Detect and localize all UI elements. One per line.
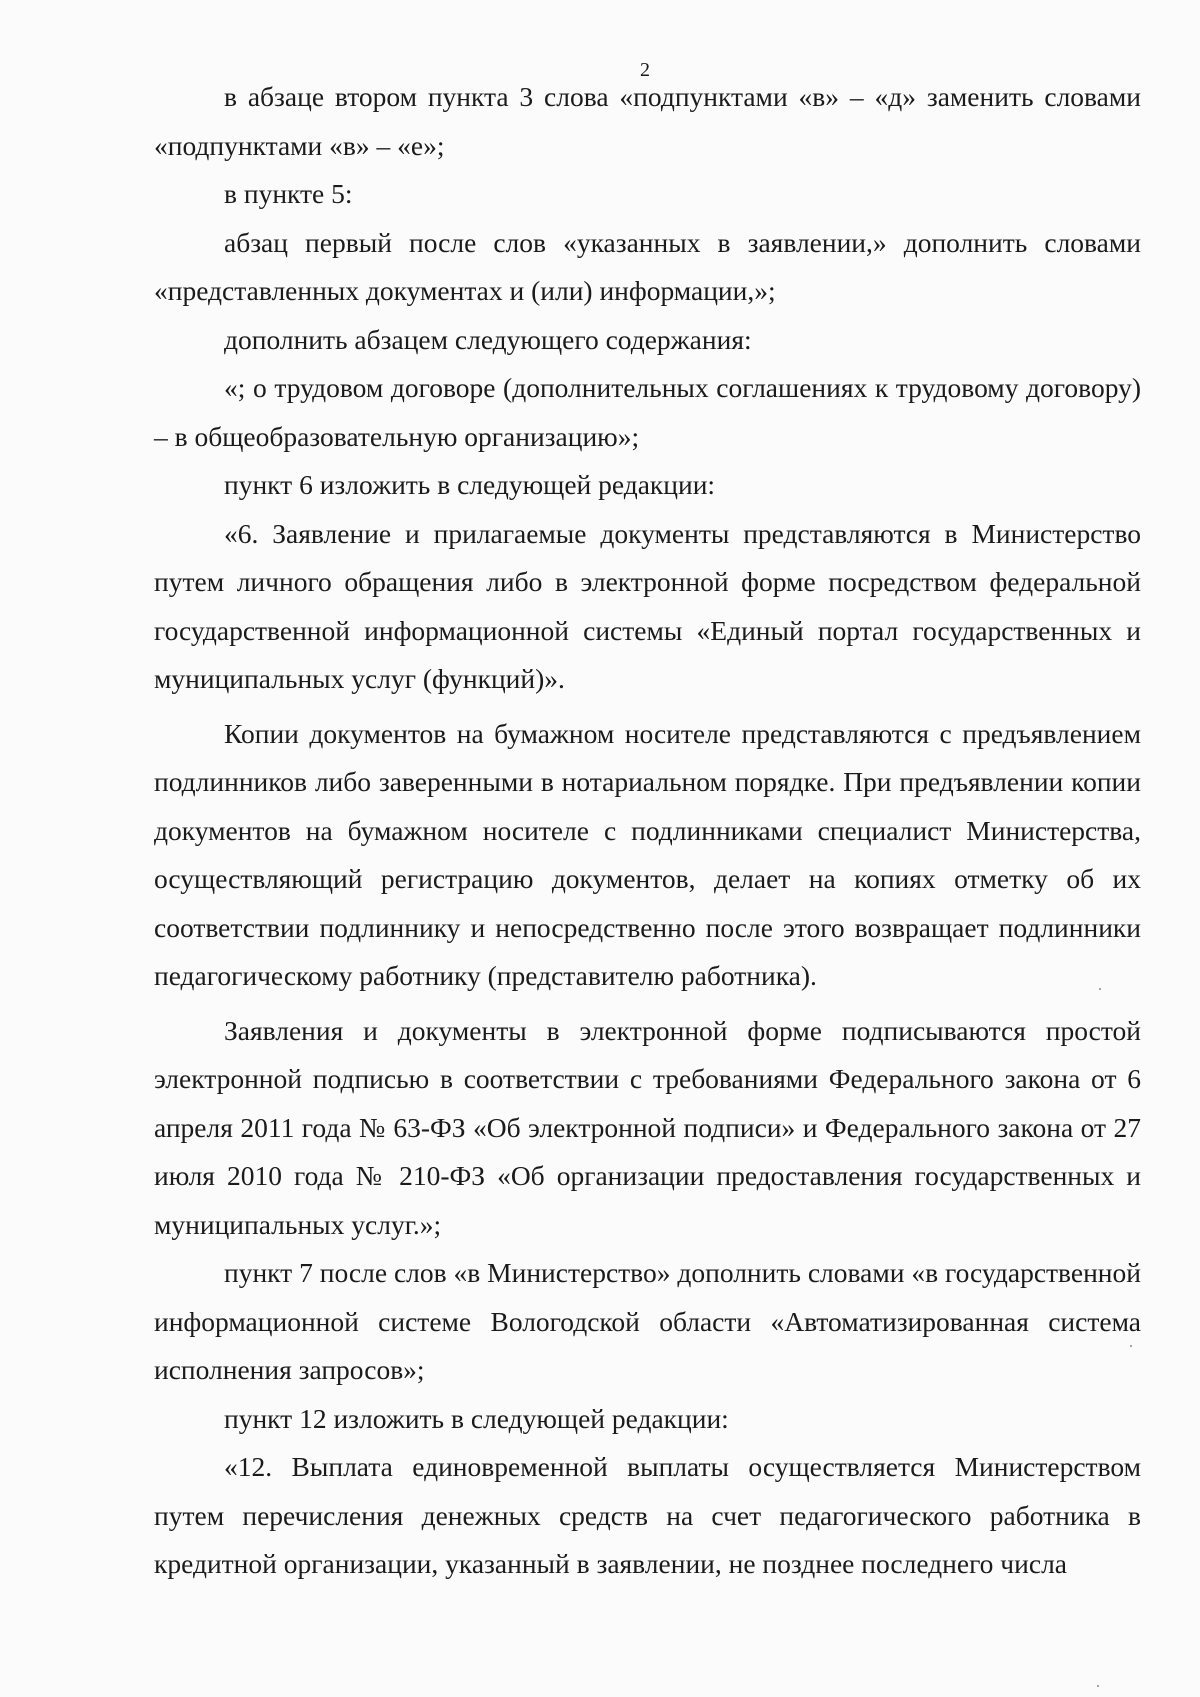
paragraph-7: «6. Заявление и прилагаемые документы представляются в Министерство путем личного обращения либо в электронной форме посредством федеральной государственной информационной системы «Единый портал государственных и муниципальных услуг (функций)». — [154, 517, 1141, 694]
paragraph-10: пункт 7 после слов «в Министерство» дополнить словами «в государственной информационной системе Вологодской области «Автоматизированная система исполнения запросов»; — [154, 1257, 1141, 1385]
paragraph-3: абзац первый после слов «указанных в заявлении,» дополнить словами «представленных документах и (или) информации,»; — [154, 226, 1141, 306]
paragraph-1: в абзаце втором пункта 3 слова «подпунктами «в» – «д» заменить словами «подпунктами «в» – «е»; — [154, 81, 1141, 161]
paragraph-8: Копии документов на бумажном носителе представляются с предъявлением подлинников либо заверенными в нотариальном порядке. При предъявлении копии документов на бумажном носителе с подлинниками специалист Министерства, осуществляющий регистрацию документов, делает на копиях отметку об их соответствии подлиннику и непосредственно после этого возвращает подлинники педагогическому работнику (представителю работника). — [154, 717, 1141, 991]
scan-speck — [1099, 988, 1101, 990]
paragraph-5: «; о трудовом договоре (дополнительных соглашениях к трудовому договору) – в общеобразовательную организацию»; — [154, 372, 1141, 452]
paragraph-12: «12. Выплата единовременной выплаты осуществляется Министерством путем перечисления денежных средств на счет педагогического работника в кредитной организации, указанный в заявлении, не позднее последнего числа — [154, 1451, 1141, 1579]
page-number: 2 — [640, 59, 650, 81]
paragraph-6: пункт 6 изложить в следующей редакции: — [224, 469, 716, 500]
paragraph-2: в пункте 5: — [224, 178, 353, 209]
paragraph-9: Заявления и документы в электронной форме подписываются простой электронной подписью в соответствии с требованиями Федерального закона от 6 апреля 2011 года № 63-ФЗ «Об электронной подписи» и Федерального закона от 27 июля 2010 года № 210-ФЗ «Об организации предоставления государственных и муниципальных услуг.»; — [154, 1014, 1141, 1240]
scan-speck — [1130, 1345, 1132, 1347]
paragraph-4: дополнить абзацем следующего содержания: — [224, 323, 752, 355]
document-body — [154, 73, 1141, 1589]
paragraph-11: пункт 12 изложить в следующей редакции: — [224, 1402, 729, 1434]
scan-speck — [1097, 1685, 1099, 1687]
